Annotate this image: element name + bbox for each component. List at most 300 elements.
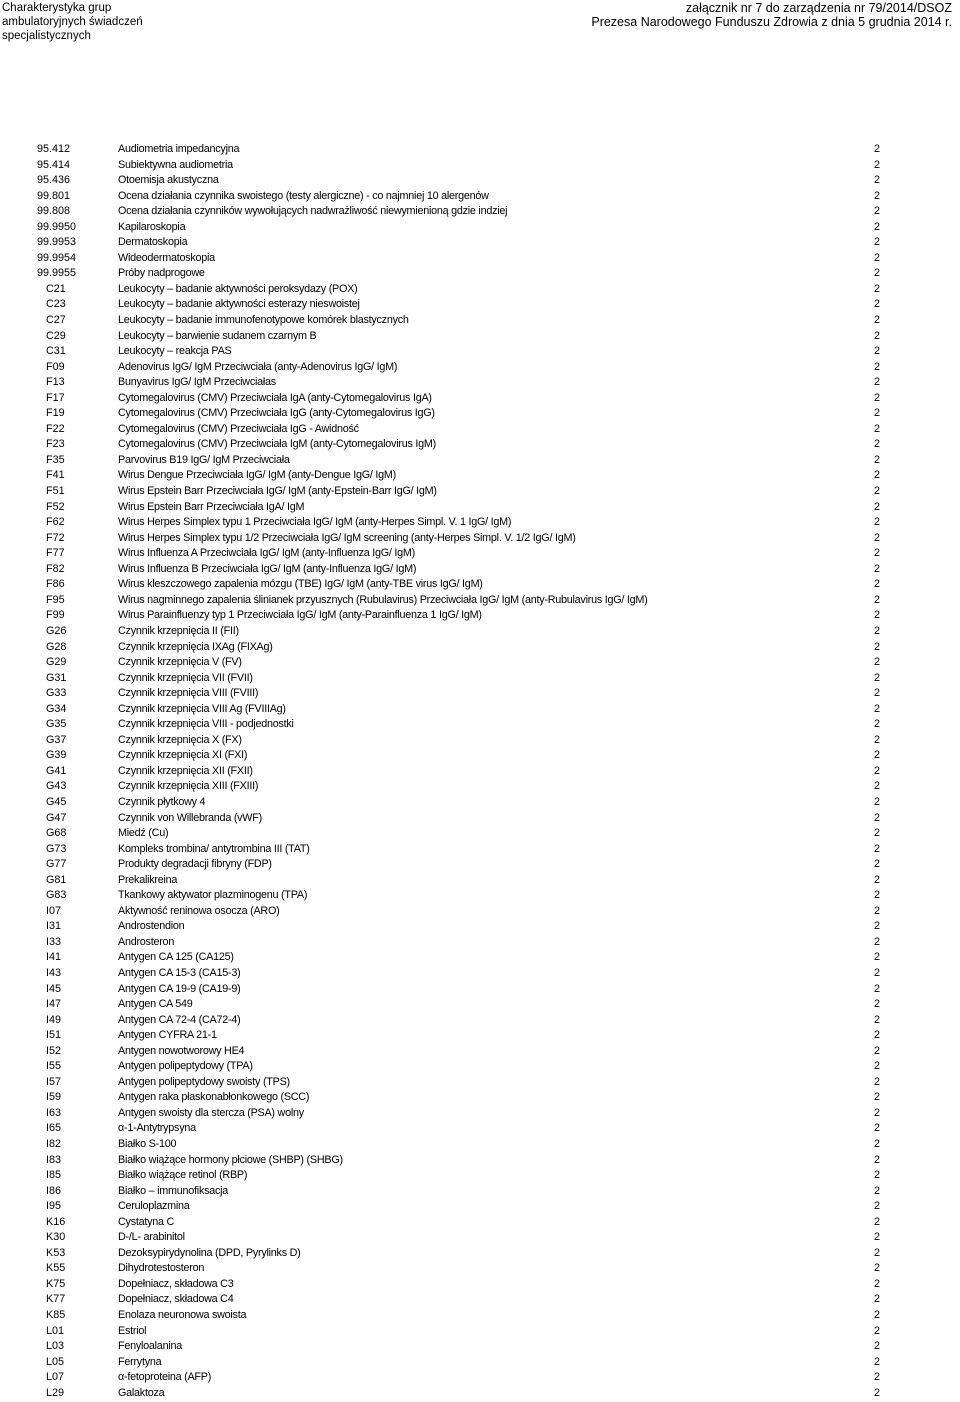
table-row xyxy=(0,608,960,624)
table-row xyxy=(0,1059,960,1075)
row-name: Dopełniacz, składowa C4 xyxy=(118,1293,234,1306)
row-name: Białko wiążące hormony płciowe (SHBP) (SHBG) xyxy=(118,1153,343,1166)
row-name: Antygen CA 19-9 (CA19-9) xyxy=(118,982,241,995)
row-name: Białko S-100 xyxy=(118,1138,177,1150)
row-code: I83 xyxy=(46,1153,62,1166)
row-code: G45 xyxy=(46,795,67,808)
row-name: Tkankowy aktywator plazminogenu (TPA) xyxy=(118,889,308,902)
row-name: Wirus Epstein Barr Przeciwciała IgA/ IgM xyxy=(118,500,305,513)
row-name: Wirus Epstein Barr Przeciwciała IgG/ IgM (anty-Epstein-Barr IgG/ IgM) xyxy=(118,485,437,498)
row-code: L29 xyxy=(46,1386,65,1399)
table-row xyxy=(0,1261,960,1277)
row-value: 2 xyxy=(873,1091,880,1104)
procedure-table xyxy=(0,142,960,1401)
row-name: Czynnik krzepnięcia XII (FXII) xyxy=(118,764,253,777)
row-name: Cystatyna C xyxy=(118,1215,175,1228)
row-code: 99.808 xyxy=(37,205,71,218)
row-name: Leukocyty – badanie aktywności peroksydazy (POX) xyxy=(118,282,358,295)
table-row xyxy=(0,546,960,562)
row-value: 2 xyxy=(873,236,880,249)
row-code: F99 xyxy=(46,609,65,622)
row-code: F77 xyxy=(46,547,65,560)
table-row xyxy=(0,1121,960,1137)
table-row xyxy=(0,717,960,733)
row-code: K55 xyxy=(46,1262,66,1275)
table-row xyxy=(0,266,960,282)
row-code: K85 xyxy=(46,1309,66,1322)
table-row xyxy=(0,329,960,345)
row-name: α-1-Antytrypsyna xyxy=(118,1122,196,1135)
row-value: 2 xyxy=(873,1231,880,1244)
row-name: Czynnik krzepnięcia II (FII) xyxy=(118,624,239,637)
row-code: F19 xyxy=(46,407,65,420)
row-value: 2 xyxy=(873,718,880,731)
row-name: Antygen CA 72-4 (CA72-4) xyxy=(118,1013,241,1026)
row-name: Czynnik krzepnięcia VIII Ag (FVIIIAg) xyxy=(118,702,286,715)
table-row xyxy=(0,888,960,904)
row-value: 2 xyxy=(873,858,880,871)
row-name: Wirus Herpes Simplex typu 1 Przeciwciała IgG/ IgM (anty-Herpes Simpl. V. 1 IgG/ IgM) xyxy=(118,516,512,529)
table-row xyxy=(0,624,960,640)
row-value: 2 xyxy=(873,1169,880,1182)
row-code: G37 xyxy=(46,733,67,746)
row-code: 95.436 xyxy=(37,174,71,187)
row-name: Otoemisja akustyczna xyxy=(118,174,219,187)
row-code: F41 xyxy=(46,469,65,482)
row-value: 2 xyxy=(873,1075,880,1088)
row-name: Kompleks trombina/ antytrombina III (TAT) xyxy=(118,842,310,855)
row-value: 2 xyxy=(873,1122,880,1135)
row-value: 2 xyxy=(873,267,880,280)
row-name: Antygen CYFRA 21-1 xyxy=(118,1029,217,1042)
row-value: 2 xyxy=(873,485,880,498)
row-code: I47 xyxy=(46,998,62,1011)
row-name: Leukocyty – barwienie sudanem czarnym B xyxy=(118,329,317,342)
row-name: Wirus nagminnego zapalenia ślinianek przyusznych (Rubulavirus) Przeciwciała IgG/ IgM (anty-Rubulavirus IgG/ IgM) xyxy=(118,593,648,606)
table-row xyxy=(0,748,960,764)
row-name: Miedź (Cu) xyxy=(118,827,169,840)
row-value: 2 xyxy=(873,1309,880,1322)
row-name: Dezoksypirydynolina (DPD, Pyrylinks D) xyxy=(118,1246,301,1259)
table-row xyxy=(0,344,960,360)
row-value: 2 xyxy=(873,1153,880,1166)
row-value: 2 xyxy=(873,904,880,917)
table-row xyxy=(0,779,960,795)
row-code: I63 xyxy=(46,1106,62,1119)
row-name: Leukocyty – reakcja PAS xyxy=(118,345,232,358)
row-value: 2 xyxy=(873,764,880,777)
row-code: K53 xyxy=(46,1246,66,1259)
row-value: 2 xyxy=(873,1262,880,1275)
table-row xyxy=(0,437,960,453)
row-name: Ocena działania czynnika swoistego (testy alergiczne) - co najmniej 10 alergenów xyxy=(118,189,489,202)
table-row xyxy=(0,655,960,671)
row-value: 2 xyxy=(873,671,880,684)
table-row xyxy=(0,1199,960,1215)
row-code: G26 xyxy=(46,624,67,637)
row-name: Czynnik krzepnięcia V (FV) xyxy=(118,656,242,669)
row-code: F17 xyxy=(46,391,65,404)
row-name: Czynnik krzepnięcia IXAg (FIXAg) xyxy=(118,640,273,653)
row-code: I41 xyxy=(46,951,62,964)
table-row xyxy=(0,1137,960,1153)
row-value: 2 xyxy=(873,376,880,389)
row-code: L05 xyxy=(46,1355,65,1368)
row-code: K77 xyxy=(46,1293,66,1306)
row-value: 2 xyxy=(873,1013,880,1026)
row-code: G73 xyxy=(46,842,67,855)
row-value: 2 xyxy=(873,1044,880,1057)
table-row xyxy=(0,686,960,702)
row-value: 2 xyxy=(873,407,880,420)
row-code: 95.412 xyxy=(37,143,71,155)
table-row xyxy=(0,904,960,920)
table-row xyxy=(0,811,960,827)
row-value: 2 xyxy=(873,609,880,622)
table-row xyxy=(0,593,960,609)
row-name: Czynnik von Willebranda (vWF) xyxy=(118,811,262,824)
row-code: C29 xyxy=(46,329,66,342)
table-row xyxy=(0,1355,960,1371)
header-right-line: załącznik nr 7 do zarządzenia nr 79/2014/DSOZ xyxy=(685,1,952,15)
row-name: Prekalikreina xyxy=(118,873,178,886)
row-name: Dihydrotestosteron xyxy=(118,1262,205,1275)
row-value: 2 xyxy=(873,453,880,466)
row-code: I49 xyxy=(46,1013,62,1026)
row-code: G31 xyxy=(46,671,67,684)
row-code: 95.414 xyxy=(37,158,71,171)
table-row xyxy=(0,857,960,873)
table-row xyxy=(0,235,960,251)
table-row xyxy=(0,577,960,593)
row-name: Czynnik płytkowy 4 xyxy=(118,795,206,808)
row-code: F35 xyxy=(46,453,65,466)
table-row xyxy=(0,1028,960,1044)
table-row xyxy=(0,997,960,1013)
row-code: G43 xyxy=(46,780,67,793)
row-code: G28 xyxy=(46,640,67,653)
header-left-line: Charakterystyka grup xyxy=(2,2,112,14)
row-name: Czynnik krzepnięcia XI (FXI) xyxy=(118,749,248,762)
row-name: Enolaza neuronowa swoista xyxy=(118,1309,247,1322)
row-code: L01 xyxy=(46,1324,65,1337)
table-row xyxy=(0,950,960,966)
table-row xyxy=(0,919,960,935)
row-code: G33 xyxy=(46,687,67,700)
row-value: 2 xyxy=(873,795,880,808)
row-name: Białko wiążące retinol (RBP) xyxy=(118,1169,248,1182)
row-name: Dopełniacz, składowa C3 xyxy=(118,1277,234,1290)
row-value: 2 xyxy=(873,593,880,606)
row-code: I33 xyxy=(46,935,62,948)
row-name: Antygen polipeptydowy swoisty (TPS) xyxy=(118,1075,290,1088)
row-code: F23 xyxy=(46,438,65,451)
row-value: 2 xyxy=(873,951,880,964)
table-row xyxy=(0,297,960,313)
row-name: Wirus Parainfluenzy typ 1 Przeciwciała IgG/ IgM (anty-Parainfluenza 1 IgG/ IgM) xyxy=(118,609,482,622)
row-name: Czynnik krzepnięcia VII (FVII) xyxy=(118,671,253,684)
row-code: G81 xyxy=(46,873,67,886)
row-value: 2 xyxy=(873,1386,880,1399)
row-value: 2 xyxy=(873,360,880,373)
row-value: 2 xyxy=(873,174,880,187)
row-value: 2 xyxy=(873,624,880,637)
row-value: 2 xyxy=(873,298,880,311)
row-name: Cytomegalovirus (CMV) Przeciwciała IgM (anty-Cytomegalovirus IgM) xyxy=(118,438,436,451)
row-name: Dermatoskopia xyxy=(118,236,188,249)
row-code: F82 xyxy=(46,562,65,575)
table-row xyxy=(0,640,960,656)
row-code: I95 xyxy=(46,1200,62,1213)
table-row xyxy=(0,204,960,220)
row-code: F86 xyxy=(46,578,65,591)
row-name: Czynnik krzepnięcia VIII (FVIII) xyxy=(118,687,259,700)
row-value: 2 xyxy=(873,1184,880,1197)
row-name: Androsteron xyxy=(118,935,175,948)
table-row xyxy=(0,1292,960,1308)
row-code: G41 xyxy=(46,764,67,777)
row-value: 2 xyxy=(873,733,880,746)
row-code: G34 xyxy=(46,702,67,715)
row-value: 2 xyxy=(873,1138,880,1150)
row-code: F09 xyxy=(46,360,65,373)
header-right-line: Prezesa Narodowego Funduszu Zdrowia z dnia 5 grudnia 2014 r. xyxy=(591,15,952,29)
row-code: I51 xyxy=(46,1029,62,1042)
row-name: Antygen nowotworowy HE4 xyxy=(118,1044,245,1057)
row-name: Fenyloalanina xyxy=(118,1340,182,1353)
table-row xyxy=(0,795,960,811)
row-value: 2 xyxy=(873,547,880,560)
table-row xyxy=(0,1013,960,1029)
row-code: G77 xyxy=(46,858,67,871)
table-row xyxy=(0,220,960,236)
row-code: G47 xyxy=(46,811,67,824)
row-name: Cytomegalovirus (CMV) Przeciwciała IgG (anty-Cytomegalovirus IgG) xyxy=(118,407,435,420)
row-value: 2 xyxy=(873,1246,880,1259)
table-row xyxy=(0,1215,960,1231)
table-row xyxy=(0,1246,960,1262)
table-row xyxy=(0,1308,960,1324)
row-value: 2 xyxy=(873,516,880,529)
row-name: Kapilaroskopia xyxy=(118,220,186,233)
table-row xyxy=(0,1339,960,1355)
row-code: 99.9954 xyxy=(37,251,77,264)
row-value: 2 xyxy=(873,531,880,544)
row-value: 2 xyxy=(873,562,880,575)
table-row xyxy=(0,826,960,842)
table-row xyxy=(0,500,960,516)
row-value: 2 xyxy=(873,889,880,902)
row-name: Bunyavirus IgG/ IgM Przeciwciałas xyxy=(118,376,276,389)
row-name: Leukocyty – badanie aktywności esterazy nieswoistej xyxy=(118,298,360,311)
row-code: I57 xyxy=(46,1075,62,1088)
row-value: 2 xyxy=(873,578,880,591)
row-code: G39 xyxy=(46,749,67,762)
row-code: I65 xyxy=(46,1122,62,1135)
row-value: 2 xyxy=(873,811,880,824)
row-value: 2 xyxy=(873,1029,880,1042)
row-name: Galaktoza xyxy=(118,1386,165,1399)
row-value: 2 xyxy=(873,205,880,218)
table-row xyxy=(0,733,960,749)
row-value: 2 xyxy=(873,780,880,793)
row-value: 2 xyxy=(873,827,880,840)
row-value: 2 xyxy=(873,438,880,451)
row-code: C27 xyxy=(46,314,66,327)
row-name: Antygen raka płaskonabłonkowego (SCC) xyxy=(118,1091,310,1104)
row-code: I45 xyxy=(46,982,62,995)
table-row xyxy=(0,966,960,982)
row-code: I52 xyxy=(46,1044,62,1057)
row-code: I43 xyxy=(46,966,62,979)
table-row xyxy=(0,1075,960,1091)
row-name: Cytomegalovirus (CMV) Przeciwciała IgG - Awidność xyxy=(118,422,359,435)
document-header-left xyxy=(2,1,143,43)
row-name: Leukocyty – badanie immunofenotypowe komórek blastycznych xyxy=(118,314,409,327)
row-code: F51 xyxy=(46,485,65,498)
table-row xyxy=(0,531,960,547)
row-code: I55 xyxy=(46,1060,62,1073)
row-value: 2 xyxy=(873,282,880,295)
row-value: 2 xyxy=(873,143,880,155)
table-row xyxy=(0,313,960,329)
row-name: Audiometria impedancyjna xyxy=(118,143,240,155)
row-name: Antygen CA 125 (CA125) xyxy=(118,951,234,964)
row-name: Wirus Herpes Simplex typu 1/2 Przeciwciała IgG/ IgM screening (anty-Herpes Simpl. V. 1/2 IgG/ IgM) xyxy=(118,531,576,544)
row-value: 2 xyxy=(873,1355,880,1368)
row-code: G83 xyxy=(46,889,67,902)
row-name: Parvovirus B19 IgG/ IgM Przeciwciała xyxy=(118,453,290,466)
row-name: Antygen CA 15-3 (CA15-3) xyxy=(118,966,241,979)
row-name: Wirus Influenza A Przeciwciała IgG/ IgM (anty-Influenza IgG/ IgM) xyxy=(118,547,415,560)
row-code: F52 xyxy=(46,500,65,513)
row-value: 2 xyxy=(873,1215,880,1228)
row-name: Ceruloplazmina xyxy=(118,1200,190,1213)
row-name: Wideodermatoskopia xyxy=(118,251,215,264)
document-header-right xyxy=(591,1,952,29)
row-value: 2 xyxy=(873,749,880,762)
table-row xyxy=(0,1090,960,1106)
table-row xyxy=(0,173,960,189)
table-row xyxy=(0,842,960,858)
table-row xyxy=(0,484,960,500)
row-value: 2 xyxy=(873,422,880,435)
row-value: 2 xyxy=(873,640,880,653)
row-value: 2 xyxy=(873,842,880,855)
table-row xyxy=(0,1386,960,1402)
row-code: 99.9953 xyxy=(37,236,77,249)
table-row xyxy=(0,562,960,578)
row-name: Czynnik krzepnięcia XIII (FXIII) xyxy=(118,780,259,793)
table-row xyxy=(0,1277,960,1293)
row-name: Wirus Influenza B Przeciwciała IgG/ IgM (anty-Influenza IgG/ IgM) xyxy=(118,562,417,575)
row-name: Próby nadprogowe xyxy=(118,267,205,280)
row-code: G68 xyxy=(46,827,67,840)
row-name: Produkty degradacji fibryny (FDP) xyxy=(118,858,272,871)
row-value: 2 xyxy=(873,935,880,948)
row-value: 2 xyxy=(873,345,880,358)
row-value: 2 xyxy=(873,1293,880,1306)
row-value: 2 xyxy=(873,1324,880,1337)
row-code: I59 xyxy=(46,1091,62,1104)
table-row xyxy=(0,702,960,718)
row-name: α-fetoproteina (AFP) xyxy=(118,1371,212,1384)
row-name: Wirus kleszczowego zapalenia mózgu (TBE) IgG/ IgM (anty-TBE virus IgG/ IgM) xyxy=(118,578,483,591)
table-row xyxy=(0,1370,960,1386)
row-value: 2 xyxy=(873,329,880,342)
row-value: 2 xyxy=(873,656,880,669)
row-value: 2 xyxy=(873,982,880,995)
row-code: K16 xyxy=(46,1215,66,1228)
table-row xyxy=(0,1184,960,1200)
row-code: I82 xyxy=(46,1138,62,1150)
table-row xyxy=(0,1153,960,1169)
row-value: 2 xyxy=(873,873,880,886)
row-name: Antygen CA 549 xyxy=(118,998,193,1011)
row-value: 2 xyxy=(873,920,880,933)
row-name: Estriol xyxy=(118,1324,147,1337)
row-name: Wirus Dengue Przeciwciała IgG/ IgM (anty-Dengue IgG/ IgM) xyxy=(118,469,396,482)
row-value: 2 xyxy=(873,998,880,1011)
row-name: Antygen polipeptydowy (TPA) xyxy=(118,1060,253,1073)
row-value: 2 xyxy=(873,500,880,513)
row-code: F72 xyxy=(46,531,65,544)
table-row xyxy=(0,671,960,687)
row-code: I85 xyxy=(46,1169,62,1182)
row-code: C31 xyxy=(46,345,66,358)
header-left-line: specjalistycznych xyxy=(2,30,91,42)
row-name: Czynnik krzepnięcia VIII - podjednostki xyxy=(118,718,294,731)
table-row xyxy=(0,391,960,407)
row-value: 2 xyxy=(873,314,880,327)
row-code: F22 xyxy=(46,422,65,435)
row-name: D-/L- arabinitol xyxy=(118,1231,185,1244)
row-code: L07 xyxy=(46,1371,65,1384)
table-row xyxy=(0,1230,960,1246)
header-left-line: ambulatoryjnych świadczeń xyxy=(2,16,143,28)
table-row xyxy=(0,282,960,298)
row-value: 2 xyxy=(873,1340,880,1353)
row-code: G29 xyxy=(46,656,67,669)
row-value: 2 xyxy=(873,1060,880,1073)
row-name: Subiektywna audiometria xyxy=(118,158,233,171)
row-code: G35 xyxy=(46,718,67,731)
table-row xyxy=(0,764,960,780)
table-row xyxy=(0,982,960,998)
row-code: 99.9955 xyxy=(37,267,77,280)
row-code: I07 xyxy=(46,904,62,917)
row-code: 99.9950 xyxy=(37,220,77,233)
table-row xyxy=(0,1106,960,1122)
table-row xyxy=(0,189,960,205)
table-row xyxy=(0,158,960,174)
row-value: 2 xyxy=(873,1106,880,1119)
table-row xyxy=(0,360,960,376)
row-name: Aktywność reninowa osocza (ARO) xyxy=(118,904,280,917)
row-value: 2 xyxy=(873,251,880,264)
table-row xyxy=(0,935,960,951)
row-value: 2 xyxy=(873,158,880,171)
row-code: I31 xyxy=(46,920,62,933)
row-value: 2 xyxy=(873,1277,880,1290)
table-row xyxy=(0,1168,960,1184)
row-value: 2 xyxy=(873,469,880,482)
table-row xyxy=(0,1324,960,1340)
table-row xyxy=(0,1044,960,1060)
table-row xyxy=(0,251,960,267)
table-row xyxy=(0,873,960,889)
row-code: 99.801 xyxy=(37,189,71,202)
